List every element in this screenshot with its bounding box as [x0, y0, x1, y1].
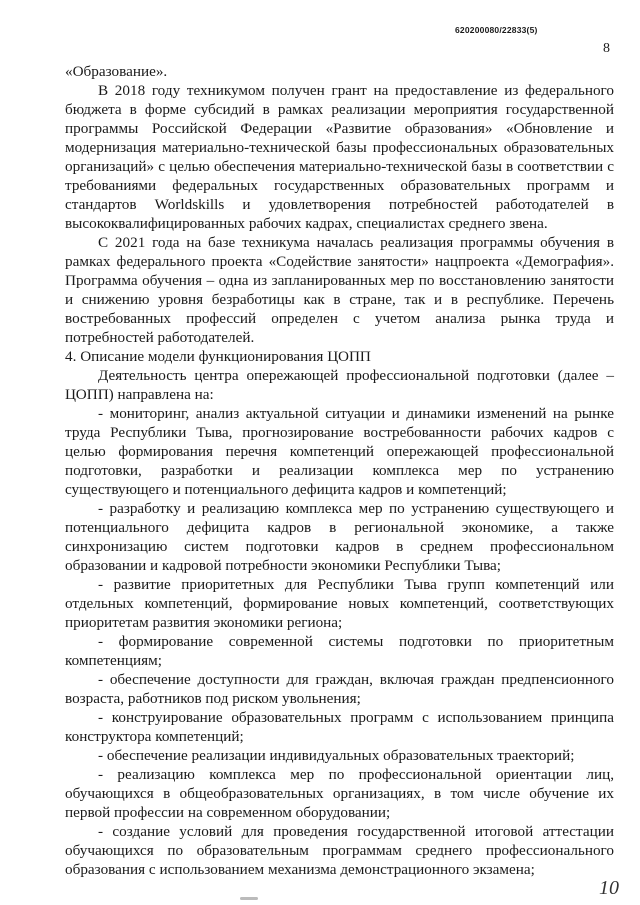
handwritten-page-mark: 10: [599, 877, 619, 899]
section-heading: 4. Описание модели функционирования ЦОПП: [65, 348, 371, 365]
list-item: - обеспечение реализации индивидуальных образовательных траекторий;: [98, 747, 575, 764]
page-number: 8: [603, 41, 610, 56]
list-item: - обеспечение доступности для граждан, включая граждан предпенсионного возраста, работников под риском увольнения;: [65, 671, 614, 707]
scan-smudge: [240, 897, 258, 900]
document-body: [65, 62, 614, 879]
list-item: - разработку и реализацию комплекса мер по устранению существующего и потенциального дефицита кадров в региональной экономике, а также синхронизацию систем подготовки кадров в среднем профессиональном образовании и кадровой потребности экономики Республики Тыва;: [65, 500, 614, 574]
list-item: - мониторинг, анализ актуальной ситуации и динамики изменений на рынке труда Республики Тыва, прогнозирование востребованности рабочих кадров с целью формирования перечня компетенций опережающей профессиональной подготовки, разработки и реализации комплекса мер по устранению существующего и потенциального дефицита кадров и компетенций;: [65, 405, 614, 498]
paragraph-program-2021: С 2021 года на базе техникума началась реализация программы обучения в рамках федерального проекта «Содействие занятости» нацпроекта «Демография». Программа обучения – одна из запланированных мер по восстановлению занятости и снижению уровня безработицы как в стране, так и в республике. Перечень востребованных профессий определен с учетом анализа рынка труда и потребностей работодателей.: [65, 234, 614, 346]
paragraph-continuation: «Образование».: [65, 63, 168, 80]
list-item: - реализацию комплекса мер по профессиональной ориентации лиц, обучающихся в общеобразовательных организациях, в том числе обучение их первой профессии на современном оборудовании;: [65, 766, 614, 821]
document-code: 620200080/22833(5): [455, 25, 538, 35]
list-item: - конструирование образовательных программ с использованием принципа конструктора компетенций;: [65, 709, 614, 745]
list-item: - формирование современной системы подготовки по приоритетным компетенциям;: [65, 633, 614, 669]
list-item: - развитие приоритетных для Республики Тыва групп компетенций или отдельных компетенций, формирование новых компетенций, соответствующих приоритетам развития экономики региона;: [65, 576, 614, 631]
list-item: - создание условий для проведения государственной итоговой аттестации обучающихся по образовательным программам среднего профессионального образования с использованием механизма демонстрационного экзамена;: [65, 823, 614, 878]
section-intro: Деятельность центра опережающей профессиональной подготовки (далее – ЦОПП) направлена на:: [65, 367, 614, 403]
paragraph-grant-2018: В 2018 году техникумом получен грант на предоставление из федерального бюджета в форме субсидий в рамках реализации мероприятия государственной программы Российской Федерации «Развитие образования» «Обновление и модернизация материально-технической базы профессиональных образовательных организаций» с целью обеспечения материально-технической базы в соответствии с требованиями федеральных государственных образовательных программ и стандартов Worldskills и удовлетворения потребностей работодателей в высококвалифицированных рабочих кадрах, специалистах среднего звена.: [65, 82, 614, 232]
